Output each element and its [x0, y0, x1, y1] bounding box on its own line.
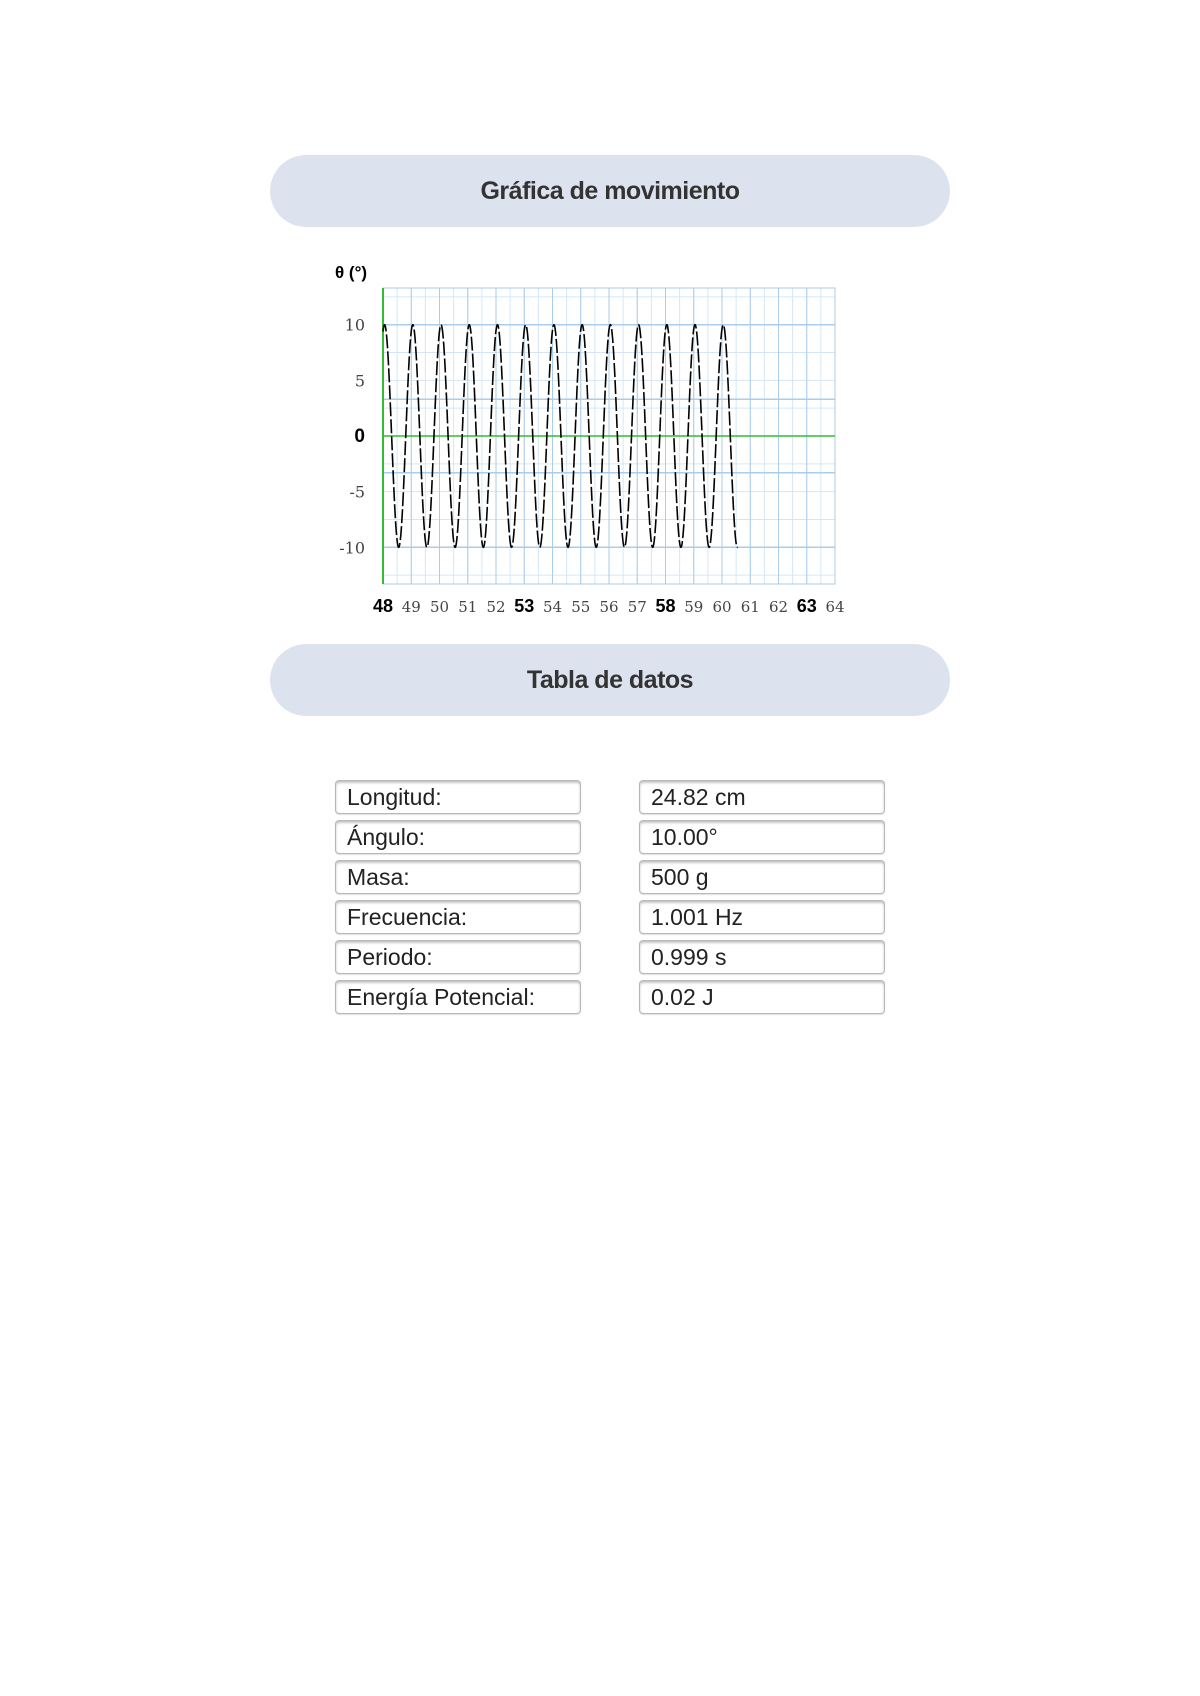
x-tick-label: 62: [768, 598, 789, 616]
table-row: [335, 820, 885, 856]
motion-chart: [320, 250, 860, 620]
table-row: [335, 900, 885, 936]
data-table: [335, 780, 885, 1020]
x-tick-label: 48: [372, 596, 394, 616]
x-tick-label: 59: [684, 598, 704, 616]
y-axis-title: θ (°): [335, 263, 368, 282]
y-tick-label: 0: [354, 426, 365, 447]
x-tick-label: 50: [429, 598, 450, 616]
y-tick-label: 5: [354, 371, 365, 391]
row-value-angulo: 10.00°: [639, 820, 885, 854]
table-row: [335, 860, 885, 896]
x-tick-label: 54: [542, 598, 563, 616]
x-tick-label: 58: [655, 596, 676, 616]
row-label-longitud: Longitud:: [335, 780, 581, 814]
row-label-masa: Masa:: [335, 860, 581, 894]
x-tick-label: 64: [825, 598, 845, 616]
x-tick-label: 63: [796, 596, 817, 616]
x-tick-label: 56: [599, 598, 619, 616]
row-value-longitud: 24.82 cm: [639, 780, 885, 814]
x-tick-label: 51: [458, 598, 478, 616]
x-tick-label: 49: [401, 598, 421, 616]
table-row: [335, 940, 885, 976]
x-tick-label: 60: [712, 598, 732, 616]
y-tick-label: -10: [339, 538, 365, 558]
x-tick-label: 52: [486, 598, 506, 616]
x-tick-label: 57: [627, 598, 647, 616]
table-row: [335, 980, 885, 1016]
row-value-energia-potencial: 0.02 J: [639, 980, 885, 1014]
table-row: [335, 780, 885, 816]
x-tick-label: 55: [571, 598, 591, 616]
row-label-energia-potencial: Energía Potencial:: [335, 980, 581, 1014]
x-tick-label: 61: [740, 598, 760, 616]
y-tick-label: 10: [344, 315, 365, 335]
table-section-header: Tabla de datos: [270, 644, 950, 716]
row-label-frecuencia: Frecuencia:: [335, 900, 581, 934]
row-value-periodo: 0.999 s: [639, 940, 885, 974]
x-tick-label: 53: [514, 596, 535, 616]
row-value-frecuencia: 1.001 Hz: [639, 900, 885, 934]
y-tick-label: -5: [349, 482, 365, 502]
row-value-masa: 500 g: [639, 860, 885, 894]
graph-section-header: Gráfica de movimiento: [270, 155, 950, 227]
row-label-angulo: Ángulo:: [335, 820, 581, 854]
row-label-periodo: Periodo:: [335, 940, 581, 974]
